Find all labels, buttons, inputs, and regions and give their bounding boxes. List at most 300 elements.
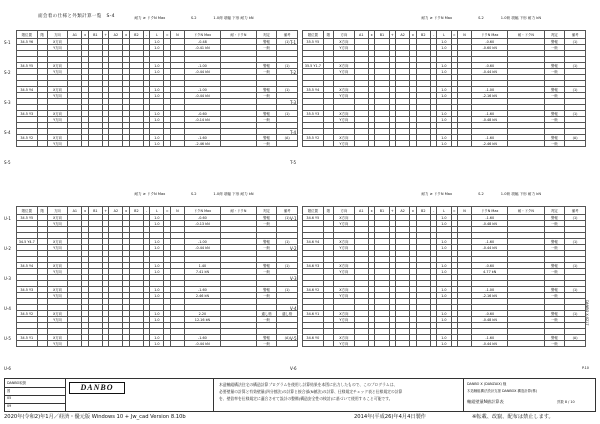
table-cell: 1.0 <box>150 45 164 51</box>
table-cell: 一般 <box>256 141 277 147</box>
table-cell: 一般 <box>256 221 277 227</box>
row-group-label: U-4 <box>4 306 11 311</box>
table-cell: 警報 <box>544 287 565 293</box>
block-header <box>302 16 586 28</box>
table-cell: 一般 <box>544 45 565 51</box>
table-cell: 警報 <box>544 39 565 45</box>
table-header-cell: + <box>390 208 394 213</box>
table-header-cell: x <box>368 31 374 39</box>
table-header-cell: - <box>430 207 436 215</box>
table-header-cell: + <box>390 32 394 37</box>
table-cell: 35.5 Y3 <box>303 111 324 117</box>
block-header-text: S.2 <box>478 16 484 20</box>
table-cell: 警報 <box>256 39 277 45</box>
table-header-cell: B1 <box>375 31 389 39</box>
table-cell: 一般 <box>256 293 277 299</box>
table-cell: 34.5 Y3 <box>17 111 38 117</box>
row-group-label: S-2 <box>4 70 11 75</box>
table-cell: 2.20 <box>184 311 220 317</box>
table-cell: X方向 <box>47 63 68 69</box>
table-header-cell: A2 <box>109 31 123 39</box>
table-cell: 34.6 Y3 <box>303 263 324 269</box>
table-header-cell: ドクN Max <box>472 207 508 215</box>
table-cell: 一般 <box>256 45 277 51</box>
table-cell: 34.5 Y5 <box>17 215 38 221</box>
table-cell: 適し格 <box>256 311 277 317</box>
footer <box>4 378 596 412</box>
table-header-cell: 備考 <box>277 31 298 39</box>
table-header-cell: L <box>150 207 164 215</box>
table-header-cell: 耐・ドクN <box>508 207 544 215</box>
table-cell: Y方向 <box>334 293 355 299</box>
table-cell: -0.41 kN <box>184 45 220 51</box>
table-cell: 34.6 Y5 <box>303 215 324 221</box>
table-cell: 警報 <box>544 263 565 269</box>
table-cell: 12.16 kN <box>184 317 220 323</box>
table-cell: X方向 <box>334 239 355 245</box>
table-header-cell: x <box>82 207 88 215</box>
table-cell: 一般 <box>256 245 277 251</box>
table-cell: 適し格 <box>277 311 298 317</box>
table-cell: Y方向 <box>334 269 355 275</box>
table-cell: 1.0 <box>150 263 164 269</box>
row-group-label: S-4 <box>4 130 11 135</box>
table-cell: 1.0 <box>437 311 451 317</box>
table-header-cell: B1 <box>375 207 389 215</box>
table-cell: 一般 <box>544 269 565 275</box>
table-cell: X方向 <box>334 215 355 221</box>
table-cell: 警報 <box>544 311 565 317</box>
table-cell: -1.60 <box>472 135 508 141</box>
table-cell: 34.5 Y2 <box>17 311 38 317</box>
table-cell: X方向 <box>334 39 355 45</box>
table-cell: (1) <box>277 87 298 93</box>
row-group-label: T-1 <box>290 40 297 45</box>
table-cell: 1.0 <box>150 245 164 251</box>
table-header-cell: 階 <box>37 207 47 215</box>
table-cell: 7.41 kN <box>184 269 220 275</box>
row-group-label: V-3 <box>290 276 297 281</box>
table-header-cell: B2 <box>416 31 430 39</box>
table-cell: -0.44 kN <box>472 341 508 347</box>
table-cell: 1.0 <box>150 135 164 141</box>
calc-table <box>16 206 298 347</box>
table-cell: 警報 <box>544 87 565 93</box>
table-cell: 1.0 <box>437 287 451 293</box>
note-line: 必要壁量の計算と有効壁量(四分割法)の計算と接合部(N値法)の計算、仕様規定チェック表と仕様規定の計算 <box>219 389 403 394</box>
table-cell: X方向 <box>47 239 68 245</box>
table-header-cell: N <box>457 207 471 215</box>
table-cell: -0.44 kN <box>184 245 220 251</box>
row-group-label: T-2 <box>290 70 297 75</box>
table-header-cell: x <box>123 207 129 215</box>
table-cell: -0.48 <box>184 39 220 45</box>
table-header-cell: 階位置 <box>17 207 38 215</box>
table-cell: -1.60 <box>472 239 508 245</box>
table-cell: X方向 <box>47 335 68 341</box>
table-cell: 1.0 <box>437 69 451 75</box>
row-group-label: T-3 <box>290 100 297 105</box>
table-cell: -2.16 kN <box>472 293 508 299</box>
table-header-cell: 階 <box>323 207 333 215</box>
table-header-cell: + <box>104 32 108 37</box>
table-cell: -1.00 <box>184 63 220 69</box>
table-cell: Y方向 <box>334 117 355 123</box>
table-cell: (1) <box>277 287 298 293</box>
table-header-cell: B2 <box>129 207 143 215</box>
table-cell: (1) <box>277 263 298 269</box>
table-cell: 1.0 <box>150 287 164 293</box>
table-header-cell: 耐・ドクN <box>220 31 256 39</box>
table-cell: (1) <box>565 111 586 117</box>
calc-block <box>16 192 298 347</box>
table-cell: 一般 <box>544 317 565 323</box>
table-cell: 1.40 <box>184 263 220 269</box>
table-cell: X方向 <box>47 215 68 221</box>
table-header-cell: - <box>430 31 436 39</box>
page-marker: P.10 <box>582 366 589 370</box>
table-cell: (1) <box>277 111 298 117</box>
footer-page-count: 頁数 8 / 10 <box>557 400 575 404</box>
note-line: を、壁倍率を仕様規定に適合させて設計の整備(構造安全性の検討)に基づいて使用すること可能です。 <box>219 396 393 401</box>
table-header-cell: B1 <box>88 207 102 215</box>
table-header-cell: L <box>437 31 451 39</box>
table-row <box>303 341 586 347</box>
table-cell: -1.60 <box>472 111 508 117</box>
table-cell: -1.00 <box>184 239 220 245</box>
table-row <box>17 341 298 347</box>
table-cell: Y方向 <box>47 317 68 323</box>
table-cell: 1.0 <box>437 221 451 227</box>
table-cell: 一般 <box>544 117 565 123</box>
table-header-cell: 耐・ドクN <box>220 207 256 215</box>
row-group-label: T-4 <box>290 130 297 135</box>
table-cell: -0.60 kN <box>472 45 508 51</box>
row-group-label: T-5 <box>290 160 297 165</box>
table-cell: -1.60 <box>184 335 220 341</box>
table-cell: 1.0 <box>437 111 451 117</box>
table-cell: -0.44 kN <box>184 93 220 99</box>
table-cell: 34.6 Y4 <box>303 239 324 245</box>
table-cell: -2.46 kN <box>472 141 508 147</box>
row-group-label: U-3 <box>4 276 11 281</box>
table-header-cell: ドクN Max <box>472 31 508 39</box>
block-header-text: S.2 <box>478 192 484 196</box>
table-cell: X方向 <box>334 87 355 93</box>
table-header-cell: - <box>143 207 149 215</box>
table-cell: 1.0 <box>150 269 164 275</box>
table-cell: 35.5 Y2 <box>303 135 324 141</box>
table-cell: (1) <box>565 311 586 317</box>
row-group-label: U-6 <box>4 366 11 371</box>
table-cell: Y方向 <box>334 221 355 227</box>
table-cell: Y方向 <box>334 317 355 323</box>
row-group-label: V-1 <box>290 216 297 221</box>
table-cell: 警報 <box>256 111 277 117</box>
table-cell: -1.60 <box>472 335 508 341</box>
row-group-label: S-5 <box>4 160 11 165</box>
block-header-text: S.2 <box>190 16 197 20</box>
table-cell: 警報 <box>256 135 277 141</box>
table-cell: 1.0 <box>437 239 451 245</box>
block-header <box>16 192 298 204</box>
table-cell: 一般 <box>544 341 565 347</box>
table-cell: 34.5 Y1 <box>17 335 38 341</box>
table-cell: -1.60 <box>184 287 220 293</box>
table-cell: X方向 <box>334 311 355 317</box>
table-header-cell: x <box>82 31 88 39</box>
table-cell: 一般 <box>544 245 565 251</box>
table-cell: Y方向 <box>47 45 68 51</box>
table-cell: -0.60 <box>472 39 508 45</box>
table-cell: (A) <box>565 135 586 141</box>
table-cell: 1.0 <box>437 93 451 99</box>
table-row <box>303 141 586 147</box>
block-header-text: 1.0荷 項幅 下形 耐力 kN <box>213 16 254 20</box>
table-cell: 1.0 <box>437 263 451 269</box>
table-header-cell: = <box>452 208 456 213</box>
table-cell: 1.0 <box>150 341 164 347</box>
block-header-text: 1.0荷 項幅 下形 耐力 kN <box>500 192 542 196</box>
table-cell: Y方向 <box>47 117 68 123</box>
table-cell: 1.0 <box>437 335 451 341</box>
table-cell: -0.48 kN <box>472 117 508 123</box>
table-cell: 1.0 <box>437 87 451 93</box>
row-group-label: S-1 <box>4 40 11 45</box>
table-cell: -0.60 <box>472 263 508 269</box>
table-cell: -0.44 kN <box>472 245 508 251</box>
table-cell: 34.5 Y2 <box>17 135 38 141</box>
table-cell: 34.6 Y0 <box>303 335 324 341</box>
table-cell <box>277 141 298 147</box>
table-cell: 4.77 kN <box>472 269 508 275</box>
table-cell: (1) <box>565 239 586 245</box>
table-cell: 35.5 Y5 <box>303 39 324 45</box>
table-cell: 1.0 <box>437 39 451 45</box>
table-header-cell: 判定 <box>256 207 277 215</box>
table-cell: -0.13 kN <box>184 221 220 227</box>
table-cell: 1.0 <box>437 63 451 69</box>
table-cell: X方向 <box>334 335 355 341</box>
table-cell: X方向 <box>47 263 68 269</box>
table-cell: 34.5 Y4 <box>17 263 38 269</box>
table-header-cell: A1 <box>68 31 82 39</box>
table-header-cell: B2 <box>129 31 143 39</box>
table-cell: 1.0 <box>437 135 451 141</box>
table-header-cell: 階位置 <box>303 31 324 39</box>
table-cell: 2.46 kN <box>184 293 220 299</box>
table-cell: 34.5 Y5 <box>17 63 38 69</box>
table-cell: 1.0 <box>150 317 164 323</box>
table-cell: 警報 <box>256 287 277 293</box>
table-row <box>17 141 298 147</box>
block-header-text: S.2 <box>190 192 197 196</box>
table-header-cell: B1 <box>88 31 102 39</box>
table-cell: 34.6 Y1 <box>303 311 324 317</box>
table-cell: Y方向 <box>334 45 355 51</box>
table-cell: (1) <box>565 39 586 45</box>
table-cell: 警報 <box>256 87 277 93</box>
footer-right-title: 軸組壁量N値計算表 <box>467 399 504 404</box>
bottom-left-credit: 2020年(令和2)年1月／経済・優元版 Windows 10 + Jw_cad Version 8.10b <box>4 414 186 420</box>
table-cell: -0.44 kN <box>184 341 220 347</box>
table-header-cell: 方向 <box>47 207 68 215</box>
footer-right-top: DANBO X (DANZAIX) 様 <box>467 382 507 386</box>
bottom-date: 2014年(平成26)年4月4日製作 <box>354 414 426 420</box>
block-header-text: 1.0荷 項幅 下形 耐力 kN <box>213 192 254 196</box>
table-cell: 警報 <box>544 335 565 341</box>
block-header-text: 1.0荷 項幅 下形 耐力 kN <box>500 16 542 20</box>
row-group-label: V-6 <box>290 366 297 371</box>
table-cell: -2.46 kN <box>184 141 220 147</box>
table-cell <box>277 341 298 347</box>
table-cell: X方向 <box>47 111 68 117</box>
table-cell: 1.0 <box>150 221 164 227</box>
table-cell: -1.00 <box>472 87 508 93</box>
table-cell: 1.0 <box>150 215 164 221</box>
table-header-cell: 階 <box>323 31 333 39</box>
table-cell: 警報 <box>544 239 565 245</box>
table-header-cell: A1 <box>354 207 368 215</box>
table-header-cell: 判定 <box>544 31 565 39</box>
table-cell: -0.44 kN <box>184 69 220 75</box>
table-cell: Y方向 <box>334 93 355 99</box>
table-cell: 1.0 <box>437 215 451 221</box>
danbo-logo: DANBO <box>69 382 125 394</box>
table-cell: Y方向 <box>47 293 68 299</box>
footer-left-label-0: DANBO取扱 <box>7 381 27 385</box>
table-cell: 1.0 <box>150 87 164 93</box>
table-header-cell: 判定 <box>256 31 277 39</box>
table-cell: X方向 <box>334 63 355 69</box>
block-header-text: 耐力 ≥ ドクN Max <box>421 16 453 20</box>
table-cell: -0.48 kN <box>472 317 508 323</box>
table-header-cell: A2 <box>395 31 409 39</box>
table-header-cell: x <box>410 31 416 39</box>
table-cell: 一般 <box>544 221 565 227</box>
table-cell: 一般 <box>256 69 277 75</box>
block-header <box>16 16 298 28</box>
table-header-cell: 耐・ドクN <box>508 31 544 39</box>
table-cell: Y方向 <box>47 93 68 99</box>
table-header-cell: 備考 <box>565 207 586 215</box>
table-header-cell: ドクN Max <box>184 31 220 39</box>
table-cell: 一般 <box>544 293 565 299</box>
table-cell: 1.0 <box>437 141 451 147</box>
table-header-cell: A1 <box>68 207 82 215</box>
table-cell: (1) <box>277 39 298 45</box>
block-header-text: 耐力 ≥ ドクN Max <box>421 192 453 196</box>
right-margin-text: DANBO X:0217 <box>585 300 589 326</box>
table-cell: -2.16 kN <box>472 93 508 99</box>
table-cell: 1.0 <box>150 63 164 69</box>
table-cell: 1.0 <box>150 69 164 75</box>
table-cell: 警報 <box>256 63 277 69</box>
table-cell: 35.5 Y1.7 <box>303 63 324 69</box>
table-cell: 一般 <box>544 69 565 75</box>
row-group-label: V-5 <box>290 336 297 341</box>
calc-table <box>302 206 586 347</box>
table-cell: Y方向 <box>334 245 355 251</box>
table-cell: (1) <box>277 239 298 245</box>
table-cell: 警報 <box>256 215 277 221</box>
row-group-label: S-3 <box>4 100 11 105</box>
table-cell: 34.5 Y4 <box>17 87 38 93</box>
table-cell: 1.0 <box>150 117 164 123</box>
table-cell: 1.0 <box>437 245 451 251</box>
table-header-cell: 階位置 <box>303 207 324 215</box>
footer-left-label-1: 図 <box>7 389 11 393</box>
table-header-cell: A2 <box>395 207 409 215</box>
table-cell: -0.44 kN <box>472 69 508 75</box>
table-cell: 34.5 Y3 <box>17 287 38 293</box>
table-cell: Y方向 <box>334 341 355 347</box>
table-header-cell: 方向 <box>334 31 355 39</box>
table-cell: (1) <box>565 215 586 221</box>
table-header-cell: x <box>368 207 374 215</box>
table-cell: 34.5 Y4.7 <box>17 239 38 245</box>
table-cell: (1) <box>565 287 586 293</box>
block-header-text: 耐力 ≥ ドクN Max <box>134 192 166 196</box>
table-header-cell: x <box>410 207 416 215</box>
table-header-cell: = <box>165 32 169 37</box>
bottom-copyright: ※転載、改竄、配布は禁止します。 <box>472 414 554 420</box>
table-cell: 一般 <box>256 269 277 275</box>
table-cell: Y方向 <box>47 69 68 75</box>
table-header-cell: A2 <box>109 207 123 215</box>
table-cell: 1.0 <box>437 317 451 323</box>
table-cell: Y方向 <box>47 221 68 227</box>
table-cell: Y方向 <box>47 269 68 275</box>
table-cell: Y方向 <box>47 341 68 347</box>
note-line: 木造軸組構法住宅の構造計算プログラムを使用し計算結果を本図に出力したもので、このプログラムは、 <box>219 382 398 387</box>
calc-block <box>302 192 586 347</box>
table-header-cell: 備考 <box>565 31 586 39</box>
table-cell: -1.60 <box>472 215 508 221</box>
table-header-cell: 階 <box>37 31 47 39</box>
table-cell: 1.0 <box>437 293 451 299</box>
table-cell: 警報 <box>544 135 565 141</box>
table-cell: X方向 <box>47 311 68 317</box>
table-cell: 1.0 <box>150 239 164 245</box>
table-cell: -1.00 <box>472 287 508 293</box>
table-header-cell: 備考 <box>277 207 298 215</box>
table-header-cell: L <box>150 31 164 39</box>
table-header-cell: + <box>104 208 108 213</box>
table-cell: -0.14 kN <box>184 117 220 123</box>
table-cell: 一般 <box>544 93 565 99</box>
table-cell: X方向 <box>47 87 68 93</box>
table-cell: 1.0 <box>437 45 451 51</box>
table-cell: X方向 <box>334 135 355 141</box>
table-header-cell: L <box>437 207 451 215</box>
table-cell: 34.6 Y2 <box>303 287 324 293</box>
table-cell: 警報 <box>256 239 277 245</box>
table-header-cell: 方向 <box>334 207 355 215</box>
table-cell: X方向 <box>334 287 355 293</box>
table-cell: 一般 <box>256 93 277 99</box>
table-cell: 1.0 <box>150 141 164 147</box>
table-cell: 警報 <box>544 111 565 117</box>
table-cell: Y方向 <box>47 141 68 147</box>
table-header-cell: A1 <box>354 31 368 39</box>
table-cell: (A) <box>277 135 298 141</box>
table-cell: (1) <box>277 63 298 69</box>
row-group-label: V-2 <box>290 246 297 251</box>
row-group-label: U-5 <box>4 336 11 341</box>
table-header-cell: - <box>143 31 149 39</box>
table-cell: -1.00 <box>184 87 220 93</box>
